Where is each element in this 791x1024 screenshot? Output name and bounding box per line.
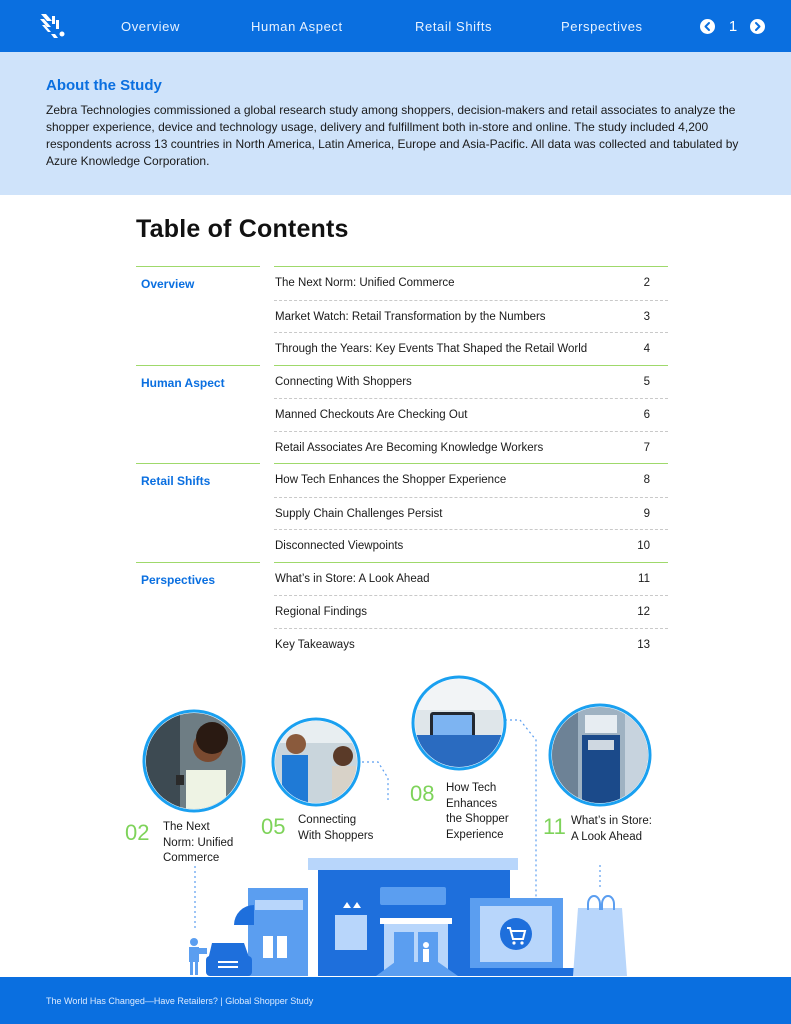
toc-entry[interactable] [274,366,668,399]
toc-entry[interactable] [274,300,668,333]
toc-entry-title: Regional Findings [275,606,368,618]
callout-number: 05 [261,814,286,839]
nav-item-retail-shifts[interactable]: Retail Shifts [415,19,493,34]
toc-entry-page-number: 6 [643,409,650,421]
callout-number: 02 [125,820,150,845]
toc-entry-page-number: 7 [643,441,650,454]
toc-entry-page-number: 2 [643,277,650,289]
toc-section [136,365,668,464]
storefront-scene [189,858,627,976]
page-number: 1 [728,18,738,35]
toc-entry-title: Disconnected Viewpoints [275,540,404,552]
toc-entry[interactable] [274,497,668,530]
toc-entry-title: Key Takeaways [275,638,355,651]
toc-entry-page-number: 9 [643,507,650,520]
chevron-right-icon [750,19,765,34]
toc-entry-title: The Next Norm: Unified Commerce [275,277,455,289]
toc-entry[interactable] [274,563,668,596]
photo-associates-connecting [270,718,365,813]
nav-item-human-aspect[interactable]: Human Aspect [251,19,343,34]
toc-entry-page-number: 10 [637,540,650,552]
photo-inventory-robot [548,705,653,810]
callout-label: The Next Norm: Unified Commerce [163,821,234,864]
table-of-contents [136,266,668,660]
toc-entry-page-number: 8 [643,474,650,486]
callout-label: Connecting With Shoppers [298,814,374,842]
toc-section-label[interactable]: Overview [141,277,195,291]
toc-entry-title: Retail Associates Are Becoming Knowledge Workers [275,441,544,454]
toc-entry-title: How Tech Enhances the Shopper Experience [275,474,507,486]
footer-bar [0,977,791,1024]
previous-page-button[interactable] [700,19,715,34]
chevron-left-icon [700,19,715,34]
about-title: About the Study [46,77,162,94]
toc-entry-title: Manned Checkouts Are Checking Out [275,409,468,421]
photo-tablet-in-hand [410,675,510,775]
toc-entry-title: Connecting With Shoppers [275,375,412,388]
toc-entry[interactable] [274,332,668,365]
photo-shopper-with-phone [140,710,250,820]
toc-entry[interactable] [274,595,668,628]
toc-entry-page-number: 11 [638,572,650,585]
nav-item-overview[interactable]: Overview [121,19,180,34]
toc-section [136,463,668,562]
toc-entry-title: Through the Years: Key Events That Shaped the Retail World [275,343,588,355]
toc-entry[interactable] [274,267,668,300]
toc-entry-title: Market Watch: Retail Transformation by the Numbers [275,310,546,323]
toc-entry[interactable] [274,529,668,562]
zebra-logo-icon[interactable] [38,12,68,40]
toc-entry-page-number: 4 [643,343,650,355]
toc-entry-title: What’s in Store: A Look Ahead [275,572,430,585]
toc-entry[interactable] [274,464,668,497]
next-page-button[interactable] [750,19,765,34]
toc-section-label[interactable]: Human Aspect [141,375,225,390]
toc-entry-page-number: 5 [643,375,650,388]
toc-entry-page-number: 3 [643,310,650,323]
toc-section-label[interactable]: Retail Shifts [141,474,211,488]
toc-section-label[interactable]: Perspectives [141,572,216,587]
callout-number: 11 [543,814,566,839]
toc-section [136,562,668,661]
callout-label: How Tech Enhances the Shopper Experience [446,782,509,841]
top-navigation-bar [0,0,791,52]
toc-entry-title: Supply Chain Challenges Persist [275,507,443,520]
toc-entry-page-number: 13 [637,638,650,651]
about-the-study-panel [0,52,791,195]
toc-entry[interactable] [274,398,668,431]
toc-title: Table of Contents [136,215,349,243]
about-body: Zebra Technologies commissioned a global research study among shoppers, decision-makers and retail associates to analyze the shopper experience, device and technology usage, delivery and fulfillment both in-store and online. The study included 4,200 respondents across 13 countries in North America, Latin America, Europe and Asia-Pacific. All data was collected and tabulated by Azure Knowledge Corporation. [46,103,739,168]
toc-entry-page-number: 12 [637,606,650,618]
toc-entry[interactable] [274,628,668,661]
nav-item-perspectives[interactable]: Perspectives [561,19,643,34]
toc-entry[interactable] [274,431,668,464]
callout-number: 08 [410,781,435,806]
toc-section [136,266,668,365]
retail-storefront-illustration [0,660,791,978]
callout-label: What’s in Store: A Look Ahead [571,815,652,843]
footer-text: The World Has Changed—Have Retailers? | Global Shopper Study [46,996,314,1006]
